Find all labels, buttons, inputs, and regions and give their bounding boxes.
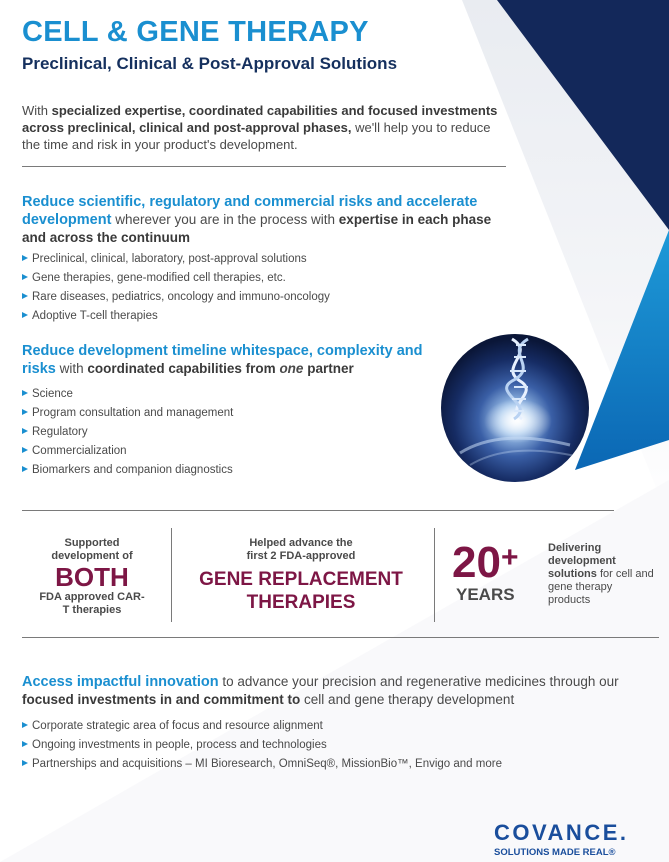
bullet-arrow-icon xyxy=(22,274,28,280)
section2-heading-blue: Reduce development timeline whitespace, complexity and risks xyxy=(22,343,423,377)
list-item xyxy=(22,385,233,404)
section2-heading-bold: coordinated capabilities from xyxy=(87,361,280,376)
bullet-arrow-icon xyxy=(22,409,28,415)
list-item-text: Corporate strategic area of focus and resource alignment xyxy=(32,720,323,732)
list-item-text: Preclinical, clinical, laboratory, post-approval solutions xyxy=(32,253,307,265)
list-item-text: Partnerships and acquisitions – MI Bioresearch, OmniSeq®, MissionBio™, Envigo and more xyxy=(32,758,502,770)
list-item-text: Ongoing investments in people, process and technologies xyxy=(32,739,327,751)
section1-heading xyxy=(22,193,502,246)
divider-stats-bottom xyxy=(22,637,659,638)
bullet-arrow-icon xyxy=(22,293,28,299)
section3-heading-bold: focused investments in and commitment to xyxy=(22,692,301,707)
page-subtitle: Preclinical, Clinical & Post-Approval Solutions xyxy=(22,54,398,73)
section2-heading-text: with xyxy=(55,361,88,376)
page-title: CELL & GENE THERAPY xyxy=(22,16,369,48)
stat-gene-big: GENE REPLACEMENT THERAPIES xyxy=(199,569,403,613)
list-item xyxy=(22,442,233,461)
intro-paragraph xyxy=(22,102,502,153)
covance-logo xyxy=(494,820,642,858)
section3-heading-text: to advance your precision and regenerative medicines through our xyxy=(218,674,619,689)
stat-car-t-bottom: FDA approved CAR-T therapies xyxy=(39,591,145,616)
intro-text: With xyxy=(22,103,52,118)
list-item xyxy=(22,755,502,774)
list-item xyxy=(22,269,330,288)
intro-bold: specialized expertise, coordinated capabilities and focused investments across preclinical, clinical and post-approval phases, xyxy=(22,103,498,135)
section3-list xyxy=(22,717,502,774)
divider-stats-top xyxy=(22,510,614,511)
divider-top xyxy=(22,166,506,167)
list-item xyxy=(22,250,330,269)
section2-heading-italic: one xyxy=(279,361,304,376)
bullet-arrow-icon xyxy=(22,390,28,396)
list-item xyxy=(22,423,233,442)
bullet-arrow-icon xyxy=(22,722,28,728)
stats-divider-2 xyxy=(434,528,435,622)
section1-heading-text: wherever you are in the process with xyxy=(111,212,339,227)
section3-heading xyxy=(22,673,647,708)
list-item-text: Biomarkers and companion diagnostics xyxy=(32,464,233,476)
list-item-text: Program consultation and management xyxy=(32,407,234,419)
section1-heading-bold: expertise in each phase and across the continuum xyxy=(22,212,492,245)
stat-years-figure xyxy=(452,540,544,604)
stat-car-t xyxy=(22,537,162,617)
section3-heading-text-end: cell and gene therapy development xyxy=(300,692,515,707)
section1-heading-blue: Reduce scientific, regulatory and commercial risks and accelerate development xyxy=(22,194,478,228)
list-item xyxy=(22,717,502,736)
bullet-arrow-icon xyxy=(22,447,28,453)
list-item-text: Adoptive T-cell therapies xyxy=(32,310,158,322)
stat-years-number: 20 xyxy=(452,538,501,587)
logo-name: COVANCE. xyxy=(494,820,629,845)
stat-years-desc-bold: Delivering development solutions xyxy=(548,542,616,580)
stats-divider-1 xyxy=(171,528,172,622)
stat-years-desc xyxy=(548,542,654,607)
list-item xyxy=(22,404,233,423)
section2-heading xyxy=(22,342,442,378)
section1-list xyxy=(22,250,330,326)
stat-years-plus: + xyxy=(500,541,519,574)
stat-gene-top: Helped advance the first 2 FDA-approved xyxy=(246,537,356,562)
bullet-arrow-icon xyxy=(22,312,28,318)
stat-gene-replacement xyxy=(176,537,426,614)
section2-heading-bold-end: partner xyxy=(303,361,354,376)
dna-orb-image xyxy=(440,333,590,483)
stat-car-t-top: Supported development of xyxy=(51,537,133,562)
list-item-text: Commercialization xyxy=(32,445,127,457)
list-item xyxy=(22,461,233,480)
stat-years-unit: YEARS xyxy=(456,585,515,604)
bullet-arrow-icon xyxy=(22,428,28,434)
bullet-arrow-icon xyxy=(22,255,28,261)
list-item xyxy=(22,736,502,755)
list-item-text: Rare diseases, pediatrics, oncology and immuno-oncology xyxy=(32,291,330,303)
list-item xyxy=(22,288,330,307)
section3-heading-blue: Access impactful innovation xyxy=(22,674,219,690)
bullet-arrow-icon xyxy=(22,760,28,766)
list-item xyxy=(22,307,330,326)
stat-years-desc-text: for cell and gene therapy products xyxy=(548,568,654,606)
list-item-text: Regulatory xyxy=(32,426,88,438)
bullet-arrow-icon xyxy=(22,741,28,747)
list-item-text: Science xyxy=(32,388,73,400)
logo-tagline: SOLUTIONS MADE REAL® xyxy=(494,847,616,858)
bullet-arrow-icon xyxy=(22,466,28,472)
stat-car-t-big: BOTH xyxy=(55,562,129,592)
list-item-text: Gene therapies, gene-modified cell therapies, etc. xyxy=(32,272,286,284)
intro-text-end: we'll help you to reduce the time and risk in your product's development. xyxy=(22,120,491,152)
section2-list xyxy=(22,385,233,480)
